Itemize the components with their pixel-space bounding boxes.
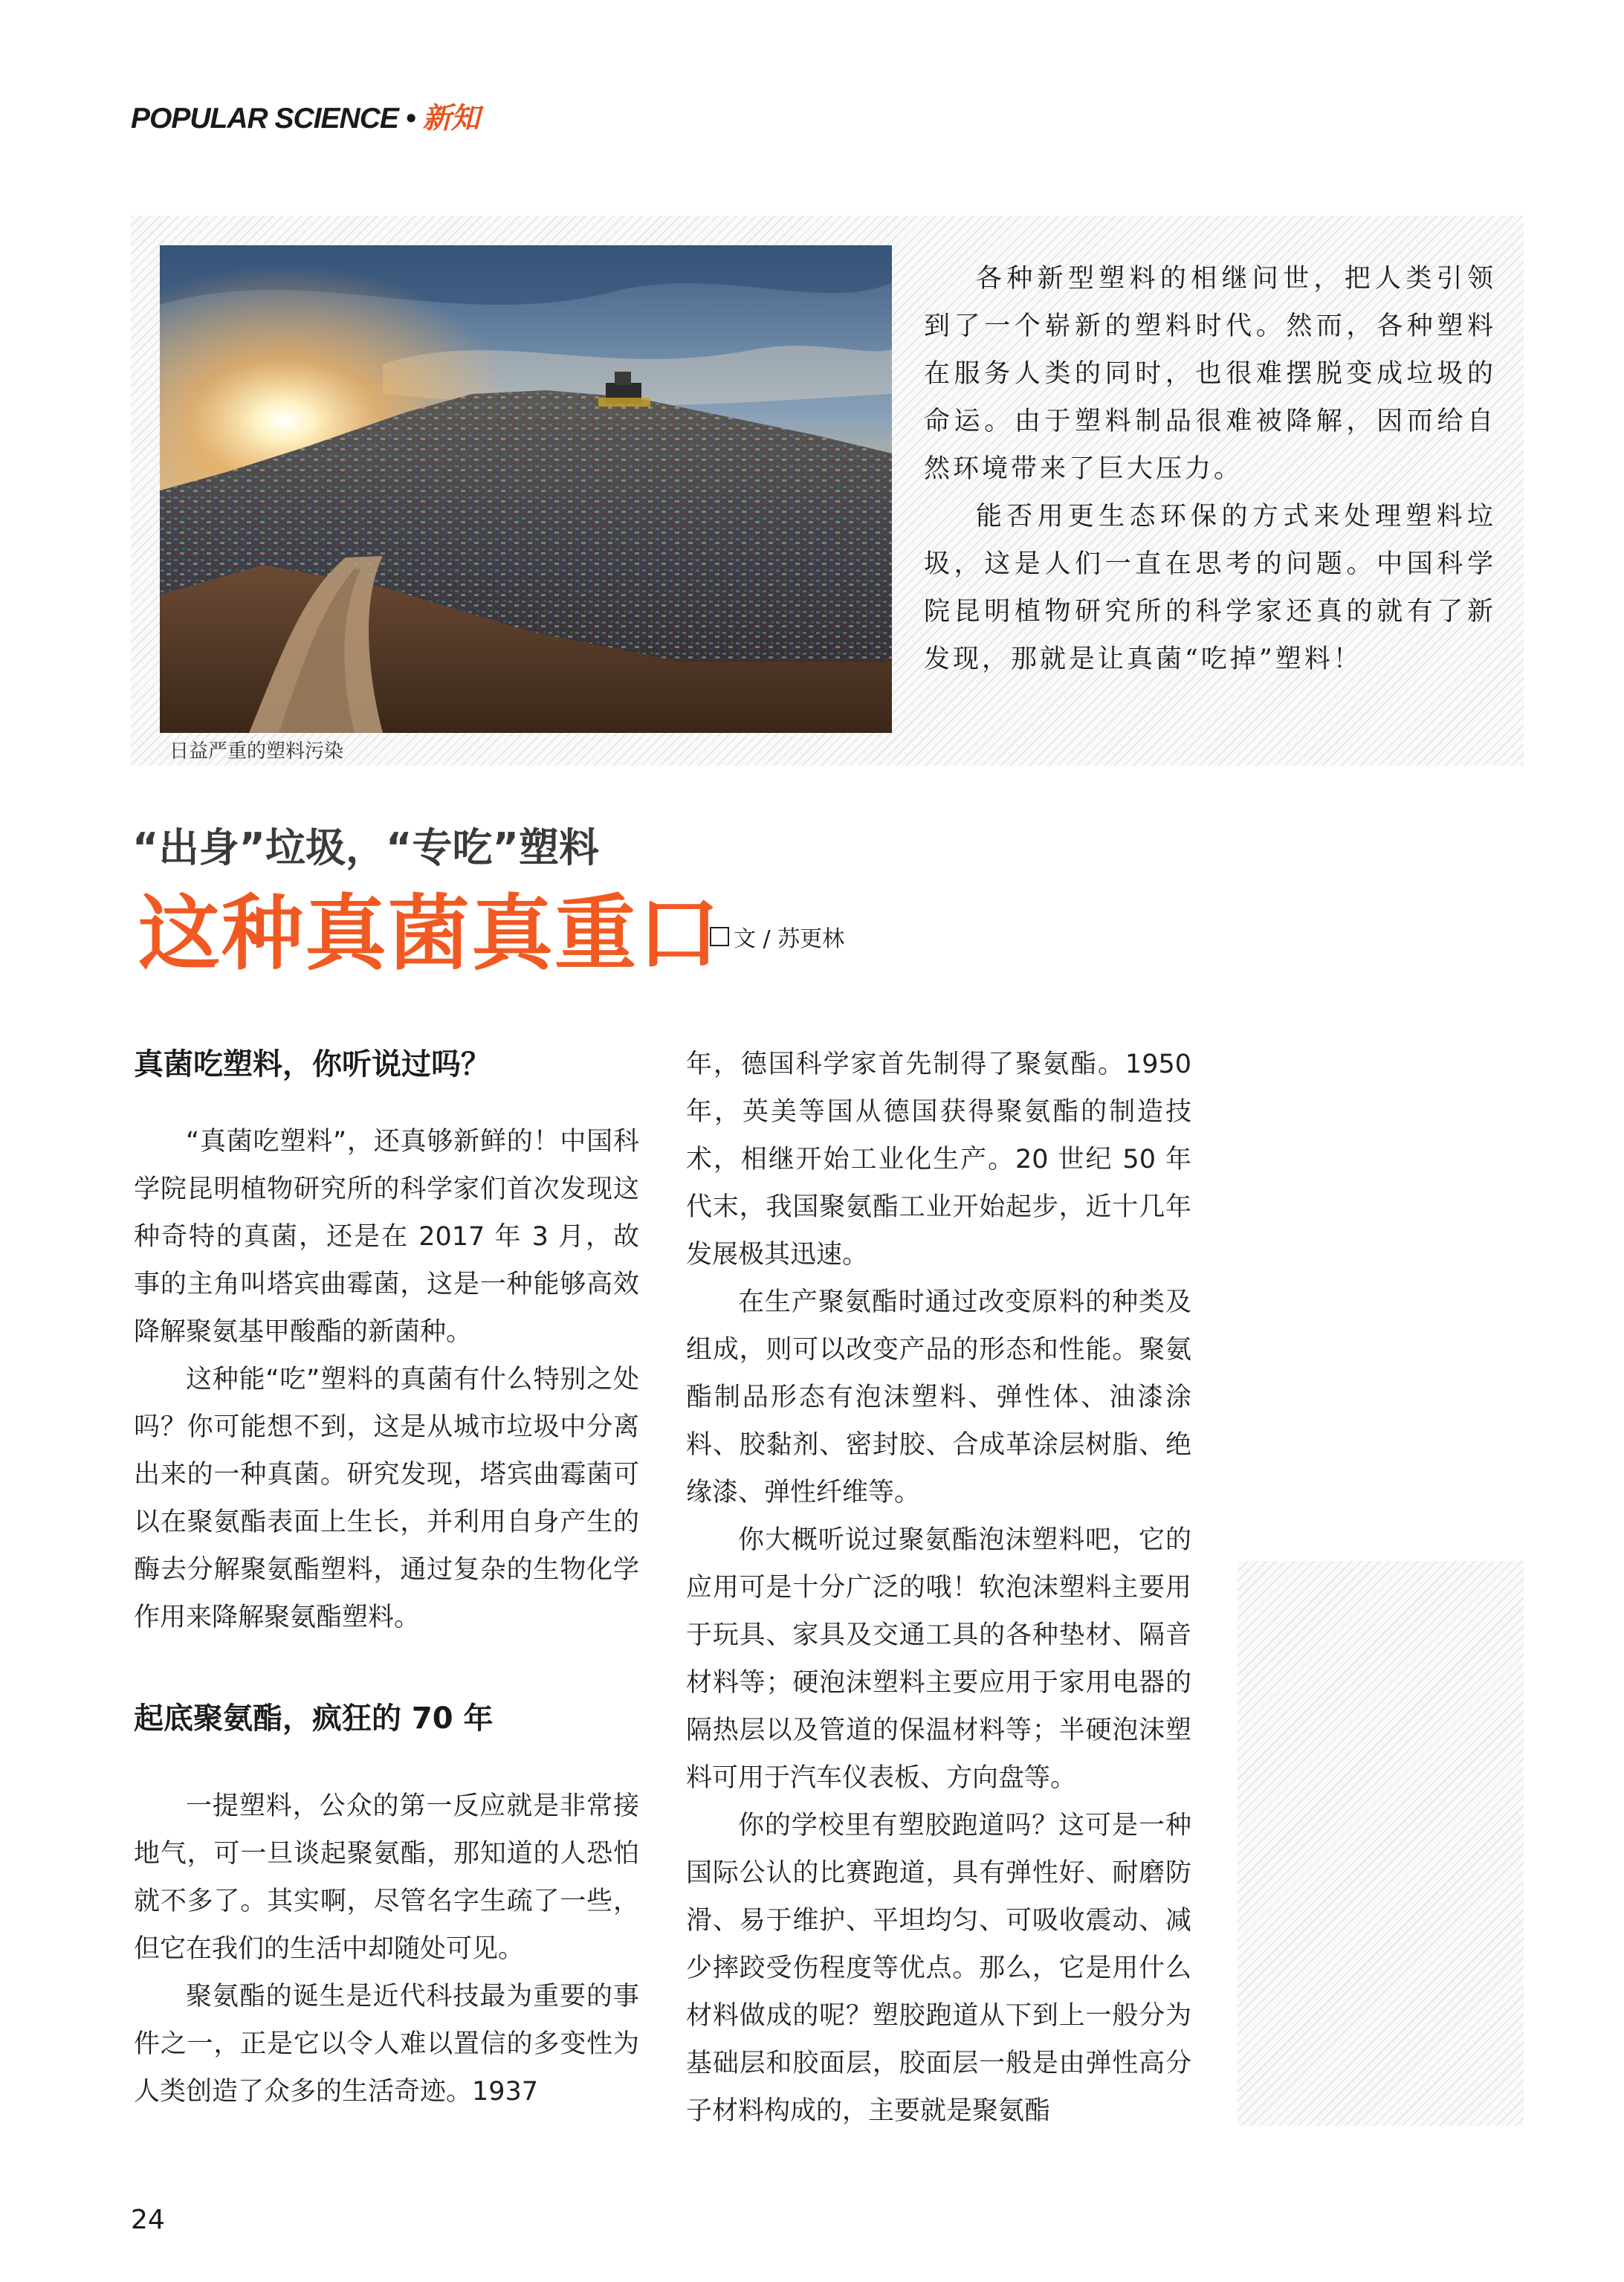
intro-paragraph: 各种新型塑料的相继问世，把人类引领到了一个崭新的塑料时代。然而，各种塑料在服务人类的同时，也很难摆脱变成垃圾的命运。由于塑料制品很难被降解，因而给自然环境带来了巨大压力。 (924, 264, 1496, 484)
photo-caption: 日益严重的塑料污染 (169, 740, 344, 763)
section-heading: 起底聚氨酯，疯狂的 70 年 (134, 1701, 494, 1736)
side-hatched-panel (1238, 1561, 1524, 2126)
body-paragraph: “真菌吃塑料”，还真够新鲜的！中国科学院昆明植物研究所的科学家们首次发现这种奇特的真菌，还是在 2017 年 3 月，故事的主角叫塔宾曲霉菌，这是一种能够高效降解聚氨基甲酸酯的新菌种。 (134, 1127, 639, 1347)
header-separator: • (405, 103, 415, 135)
body-paragraph: 这种能“吃”塑料的真菌有什么特别之处吗？你可能想不到，这是从城市垃圾中分离出来的一种真菌。研究发现，塔宾曲霉菌可以在聚氨酯表面上生长，并利用自身产生的酶去分解聚氨酯塑料，通过复杂的生物化学作用来降解聚氨酯塑料。 (134, 1365, 639, 1632)
article-byline (710, 920, 844, 953)
body-paragraph: 你大概听说过聚氨酯泡沫塑料吧，它的应用可是十分广泛的哦！软泡沫塑料主要用于玩具、家具及交通工具的各种垫材、隔音材料等；硬泡沫塑料主要应用于家用电器的隔热层以及管道的保温材料等；半硬泡沫塑料可用于汽车仪表板、方向盘等。 (686, 1525, 1191, 1793)
byline-box-icon (710, 927, 729, 946)
body-paragraph: 你的学校里有塑胶跑道吗？这可是一种国际公认的比赛跑道，具有弹性好、耐磨防滑、易于维护、平坦均匀、可吸收震动、减少摔跤受伤程度等优点。那么，它是用什么材料做成的呢？塑胶跑道从下到上一般分为基础层和胶面层，胶面层一般是由弹性高分子材料构成的，主要就是聚氨酯 (686, 1811, 1191, 2126)
body-paragraph: 一提塑料，公众的第一反应就是非常接地气，可一旦谈起聚氨酯，那知道的人恐怕就不多了。其实啊，尽管名字生疏了一些，但它在我们的生活中却随处可见。 (134, 1791, 639, 1964)
body-paragraph: 聚氨酯的诞生是近代科技最为重要的事件之一，正是它以令人难以置信的多变性为人类创造了众多的生活奇迹。1937 (134, 1982, 639, 2107)
article-kicker: “出身”垃圾，“专吃”塑料 (132, 824, 599, 871)
body-paragraph: 在生产聚氨酯时通过改变原料的种类及组成，则可以改变产品的形态和性能。聚氨酯制品形态有泡沫塑料、弹性体、油漆涂料、胶黏剂、密封胶、合成革涂层树脂、绝缘漆、弹性纤维等。 (686, 1287, 1191, 1507)
section-label: 新知 (422, 103, 479, 135)
byline-text: 文 / 苏更林 (734, 926, 845, 952)
intro-paragraph: 能否用更生态环保的方式来处理塑料垃圾，这是人们一直在思考的问题。中国科学院昆明植物研究所的科学家还真的就有了新发现，那就是让真菌“吃掉”塑料！ (924, 502, 1496, 674)
body-paragraph-continued: 年，德国科学家首先制得了聚氨酯。1950 年，英美等国从德国获得聚氨酯的制造技术，相继开始工业化生产。20 世纪 50 年代末，我国聚氨酯工业开始起步，近十几年发展极其迅速。 (686, 1050, 1191, 1270)
running-header (131, 95, 479, 137)
section-heading: 真菌吃塑料，你听说过吗？ (134, 1047, 491, 1082)
landfill-photo (160, 245, 892, 733)
article-title: 这种真菌真重口 (138, 886, 721, 981)
page-number: 24 (131, 2205, 165, 2235)
intro-text (924, 255, 1496, 683)
magazine-brand: POPULAR SCIENCE (131, 103, 398, 135)
body-column-right (686, 1041, 1191, 2135)
body-column-left (134, 1041, 639, 2115)
